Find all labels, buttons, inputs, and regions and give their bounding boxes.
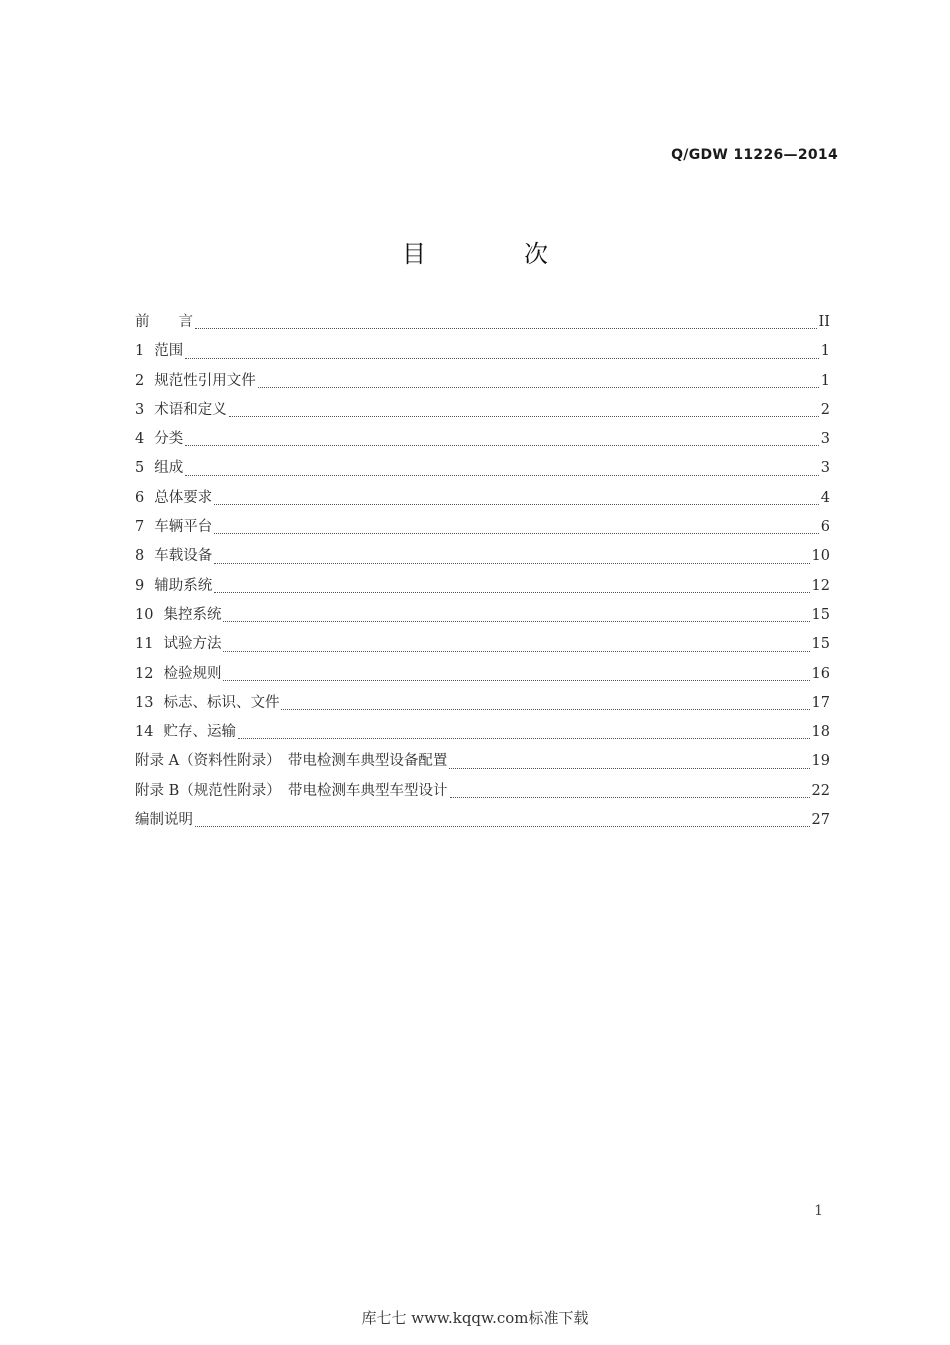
toc-dot-leader (214, 563, 809, 564)
toc-entry[interactable] (135, 603, 830, 632)
toc-entry-page: 15 (811, 636, 830, 653)
toc-entry[interactable] (135, 691, 830, 720)
toc-dot-leader (185, 475, 819, 476)
toc-entry-label: 前 言 (135, 314, 193, 330)
toc-entry[interactable] (135, 515, 830, 544)
standard-code: Q/GDW 11226—2014 (671, 147, 838, 163)
toc-entry-number: 14 (135, 724, 154, 741)
toc-entry-number: 4 (135, 431, 145, 448)
toc-entry-label: 车辆平台 (154, 519, 213, 536)
toc-entry[interactable] (135, 339, 830, 368)
toc-dot-leader (214, 533, 819, 534)
toc-entry[interactable] (135, 632, 830, 661)
toc-entry-page: 12 (811, 577, 830, 594)
toc-entry-number: 12 (135, 665, 154, 682)
toc-entry[interactable] (135, 456, 830, 485)
toc-entry-page: 1 (820, 343, 830, 360)
toc-entry-number: 9 (135, 577, 145, 594)
toc-entry-page: 10 (811, 548, 830, 565)
toc-entry-number: 8 (135, 548, 145, 565)
toc-entry[interactable] (135, 486, 830, 515)
toc-title (0, 234, 950, 269)
toc-entry-number: 5 (135, 460, 145, 477)
toc-title-char-1: 目 (402, 240, 426, 268)
toc-entry[interactable] (135, 662, 830, 691)
toc-entry-page: II (818, 314, 830, 330)
toc-entry-label: 范围 (154, 343, 184, 360)
toc-dot-leader (214, 592, 809, 593)
toc-entry[interactable] (135, 544, 830, 573)
toc-entry-page: 18 (811, 724, 830, 741)
toc-dot-leader (281, 709, 809, 710)
toc-entry-page: 2 (820, 401, 830, 418)
toc-entry-page: 22 (811, 782, 830, 799)
toc-entry-number: 10 (135, 606, 154, 623)
toc-entry[interactable] (135, 779, 830, 808)
toc-entry-number: 11 (135, 636, 154, 653)
toc-entry-page: 16 (811, 665, 830, 682)
toc-entry-label: 总体要求 (154, 489, 213, 506)
toc-entry-number: 3 (135, 401, 145, 418)
toc-entry-page: 6 (820, 519, 830, 536)
toc-entry-label: 标志、标识、文件 (163, 694, 280, 711)
toc-dot-leader (223, 680, 809, 681)
toc-entry[interactable] (135, 310, 830, 339)
toc-entry-label: 试验方法 (163, 636, 222, 653)
toc-entry-page: 3 (820, 460, 830, 477)
toc-dot-leader (450, 797, 810, 798)
toc-entry[interactable] (135, 808, 830, 837)
toc-entry-label: 术语和定义 (154, 401, 227, 418)
toc-entry-label: 车载设备 (154, 548, 213, 565)
toc-entry[interactable] (135, 427, 830, 456)
toc-entry-label: 编制说明 (135, 812, 193, 829)
toc-entry-page: 19 (811, 753, 830, 770)
toc-entry[interactable] (135, 398, 830, 427)
toc-dot-leader (214, 504, 819, 505)
toc-entry-page: 27 (811, 812, 830, 829)
toc-dot-leader (185, 445, 819, 446)
toc-dot-leader (185, 358, 819, 359)
toc-dot-leader (449, 768, 809, 769)
footer-watermark: 库七七 www.kqqw.com标准下载 (361, 1309, 589, 1327)
toc-entry-label: 附录 B（规范性附录） 带电检测车典型车型设计 (135, 782, 448, 799)
toc-entry-label: 附录 A（资料性附录） 带电检测车典型设备配置 (135, 753, 448, 770)
toc-entry-label: 辅助系统 (154, 577, 213, 594)
toc-entry-label: 组成 (154, 460, 184, 477)
toc-dot-leader (229, 416, 819, 417)
toc-dot-leader (238, 738, 810, 739)
toc-title-char-2: 次 (524, 240, 548, 268)
toc-entry-page: 1 (820, 372, 830, 389)
toc-entry-page: 3 (820, 431, 830, 448)
toc-entry[interactable] (135, 369, 830, 398)
toc-entry-label: 分类 (154, 431, 184, 448)
toc-entry[interactable] (135, 574, 830, 603)
toc-entry[interactable] (135, 720, 830, 749)
toc-entry-label: 贮存、运输 (163, 724, 236, 741)
toc-dot-leader (223, 621, 809, 622)
toc-dot-leader (258, 387, 819, 388)
toc-entry-label: 规范性引用文件 (154, 372, 256, 389)
toc-list (135, 310, 830, 837)
toc-entry-page: 4 (820, 489, 830, 506)
toc-entry-number: 1 (135, 343, 145, 360)
toc-entry-label: 集控系统 (163, 606, 222, 623)
toc-entry-number: 7 (135, 519, 145, 536)
toc-dot-leader (195, 328, 817, 329)
toc-entry-number: 6 (135, 489, 145, 506)
toc-dot-leader (223, 651, 809, 652)
toc-dot-leader (195, 826, 810, 827)
toc-entry-label: 检验规则 (163, 665, 222, 682)
toc-entry-page: 17 (811, 694, 830, 711)
toc-entry-number: 13 (135, 694, 154, 711)
toc-entry-number: 2 (135, 372, 145, 389)
toc-entry[interactable] (135, 749, 830, 778)
toc-entry-page: 15 (811, 606, 830, 623)
page-number: 1 (814, 1203, 823, 1219)
